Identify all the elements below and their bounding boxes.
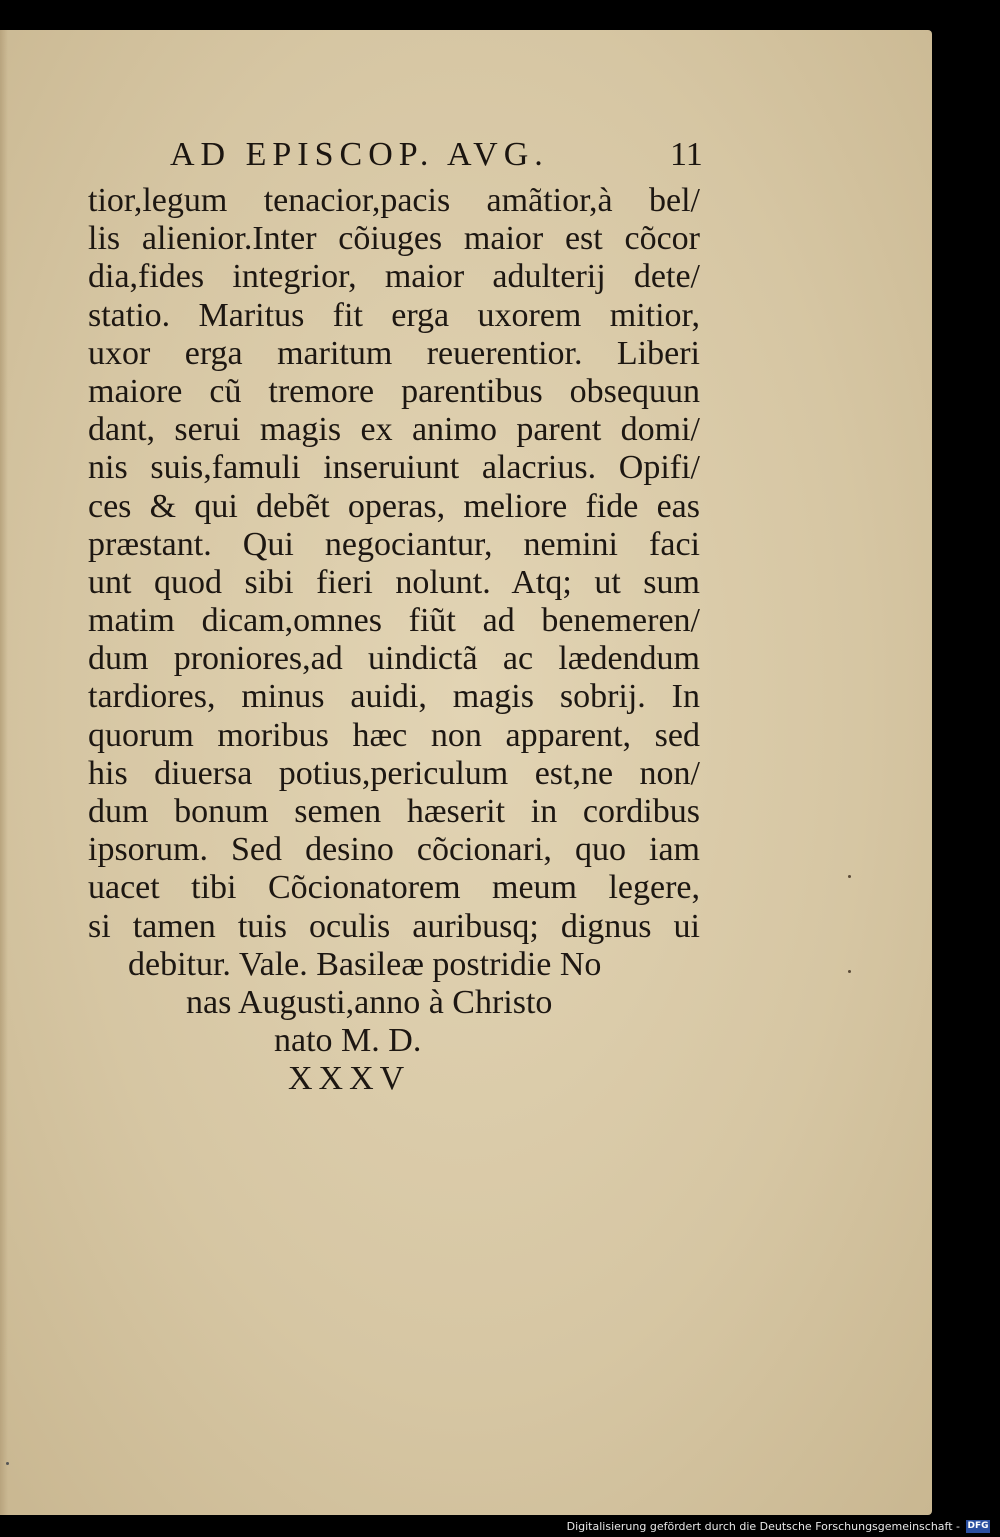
paper-speck: [848, 875, 851, 878]
text-line: nis suis,famuli inseruiunt alacrius. Opifi/: [88, 449, 700, 487]
digitization-credit: Digitalisierung gefördert durch die Deutsche Forschungsgemeinschaft -: [566, 1520, 960, 1533]
text-line: si tamen tuis oculis auribusq; dignus ui: [88, 907, 700, 945]
closing-line: nas Augusti,anno à Christo: [186, 983, 553, 1021]
paper-speck: [848, 970, 851, 973]
text-line: dum proniores,ad uindictã ac lædendum: [88, 640, 700, 678]
text-line: maiore cũ tremore parentibus obsequun: [88, 372, 700, 410]
text-line: matim dicam,omnes fiũt ad benemeren/: [88, 602, 700, 640]
date-line: nato M. D.: [274, 1022, 422, 1060]
book-page: [0, 30, 932, 1515]
text-line: uxor erga maritum reuerentior. Liberi: [88, 334, 700, 372]
running-head-title: AD EPISCOP. AVG.: [170, 136, 549, 173]
text-line: quorum moribus hæc non apparent, sed: [88, 716, 700, 754]
text-line: ipsorum. Sed desino cõcionari, quo iam: [88, 831, 700, 869]
closing-line: debitur. Vale. Basileæ postridie No: [128, 945, 602, 983]
footer-bar: [0, 1515, 1000, 1537]
page-gutter-shadow: [0, 30, 8, 1515]
text-line: ces & qui debẽt operas, meliore fide eas: [88, 487, 700, 525]
text-line: præstant. Qui negociantur, nemini faci: [88, 525, 700, 563]
text-line: his diuersa potius,periculum est,ne non/: [88, 754, 700, 792]
text-line: dant, serui magis ex animo parent domi/: [88, 411, 700, 449]
text-line: lis alienior.Inter cõiuges maior est cõcor: [88, 220, 700, 258]
running-head: [170, 136, 710, 174]
scan-speck: [6, 1462, 9, 1465]
text-line: dum bonum semen hæserit in cordibus: [88, 793, 700, 830]
body-text: [88, 182, 700, 1099]
text-line: uacet tibi Cõcionatorem meum legere,: [88, 869, 700, 907]
text-line: dia,fides integrior, maior adulterij dete/: [88, 258, 700, 296]
page-number: 11: [670, 136, 703, 173]
dfg-logo-icon: DFG: [967, 1521, 989, 1531]
text-line: tior,legum tenacior,pacis amãtior,à bel/: [88, 182, 700, 219]
text-line: tardiores, minus auidi, magis sobrij. In: [88, 678, 700, 716]
date-year-line: XXXV: [288, 1060, 411, 1098]
text-line: statio. Maritus fit erga uxorem mitior,: [88, 296, 700, 334]
text-line: unt quod sibi fieri nolunt. Atq; ut sum: [88, 563, 700, 601]
